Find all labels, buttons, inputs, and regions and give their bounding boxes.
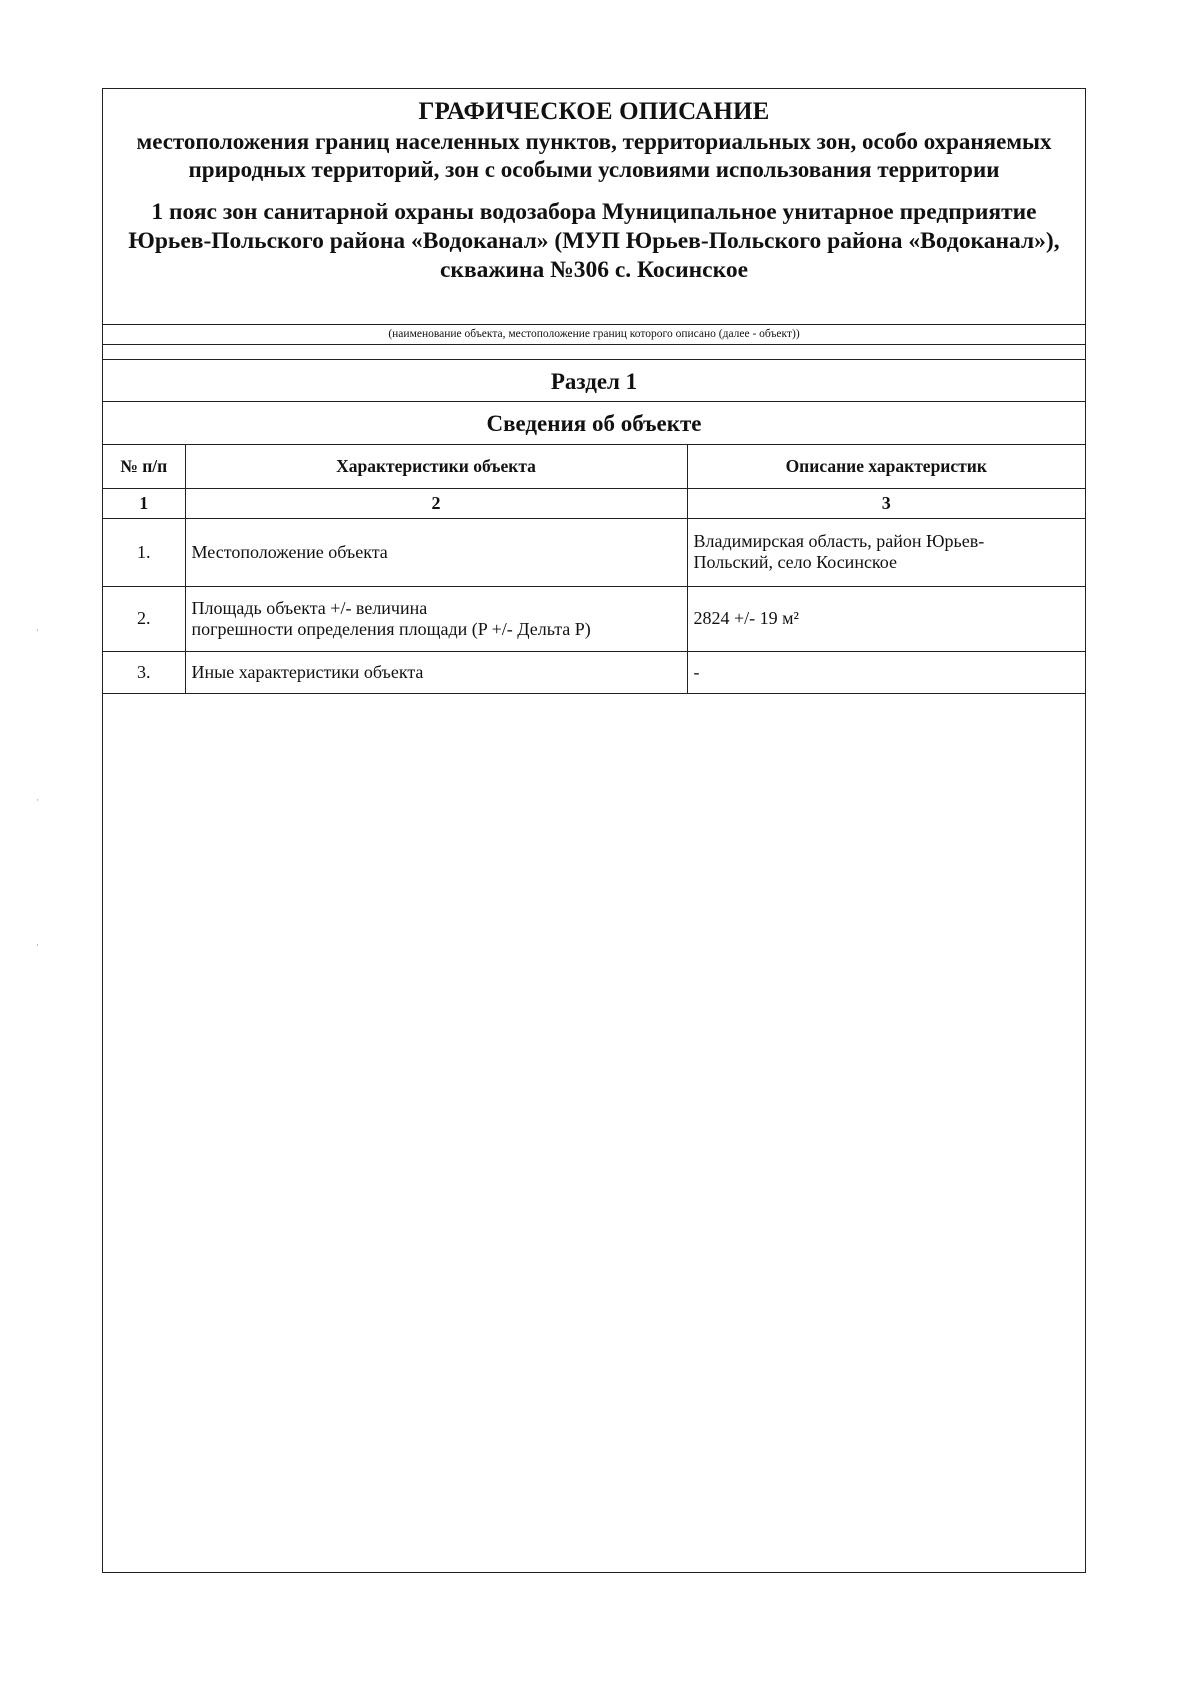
margin-scan-mark: · — [36, 626, 39, 636]
row-number: 3. — [103, 651, 185, 693]
row-characteristic: Иные характеристики объекта — [185, 651, 687, 693]
row-description: 2824 +/- 19 м² — [687, 586, 1085, 651]
section-title: Сведения об объекте — [103, 402, 1085, 445]
row-characteristic: Местоположение объекта — [185, 518, 687, 586]
table-row — [103, 586, 1085, 651]
document-header — [103, 89, 1085, 325]
row-description — [687, 518, 1085, 586]
document-subtitle: местоположения границ населенных пунктов, территориальных зон, особо охраняемых природных территорий, зон с особыми условиями использования территории — [136, 129, 1052, 182]
header-cell-number: № п/п — [103, 445, 185, 488]
header-cell-characteristic: Характеристики объекта — [185, 445, 687, 488]
row-description: - — [687, 651, 1085, 693]
row-number: 2. — [103, 586, 185, 651]
row-characteristic — [185, 586, 687, 651]
table-row — [103, 651, 1085, 693]
row-characteristic-line: Площадь объекта +/- величина — [191, 597, 428, 618]
margin-scan-mark: · — [36, 941, 39, 951]
header-cell-description: Описание характеристик — [687, 445, 1085, 488]
column-number-1: 1 — [103, 488, 185, 518]
column-number-3: 3 — [687, 488, 1085, 518]
table-header-row — [103, 445, 1085, 488]
document-title: ГРАФИЧЕСКОЕ ОПИСАНИЕ — [418, 98, 770, 125]
section-label: Раздел 1 — [103, 359, 1085, 402]
row-description-line: Польский, село Косинское — [693, 552, 897, 572]
document-frame — [102, 88, 1086, 1573]
column-number-row — [103, 488, 1085, 518]
object-name: 1 пояс зон санитарной охраны водозабора Муниципальное унитарное предприятие Юрьев-Польского района «Водоканал» (МУП Юрьев-Польского района «Водоканал»), скважина №306 с. Косинское — [128, 199, 1060, 283]
object-properties-table — [103, 445, 1085, 694]
row-number: 1. — [103, 518, 185, 586]
object-name-caption: (наименование объекта, местоположение границ которого описано (далее - объект)) — [103, 325, 1085, 345]
column-number-2: 2 — [185, 488, 687, 518]
table-row — [103, 518, 1085, 586]
row-characteristic-line: погрешности определения площади (P +/- Дельта P) — [191, 618, 591, 639]
margin-scan-mark: · — [36, 796, 39, 806]
row-description-line: Владимирская область, район Юрьев- — [693, 531, 985, 551]
